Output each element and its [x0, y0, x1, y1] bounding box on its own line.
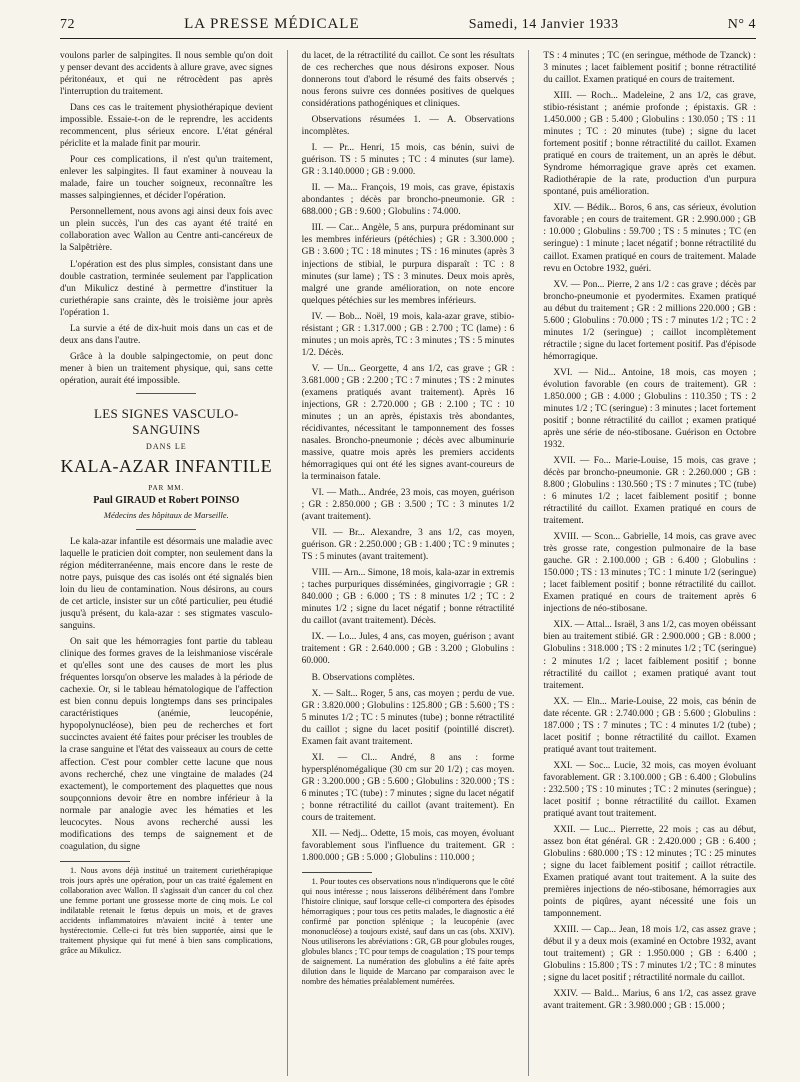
footnote-rule — [302, 872, 372, 873]
paragraph: Le kala-azar infantile est désormais une maladie avec laquelle le praticien doit compter, non seulement dans la région méditerranéenne, mais encore dans le reste de notre pays, puisque des cas isolés ont été signalés bien loin du lieu de contamination. Nous désirons, au cours de cet article, insister sur un côté particulier, peu étudié jusqu'à présent, du kala-azar : ses stigmates vasculo-sanguins. — [60, 536, 273, 632]
observations-subheading: B. Observations complètes. — [311, 672, 415, 683]
paragraph: La survie a été de dix-huit mois dans un cas et de deux ans dans l'autre. — [60, 323, 273, 346]
observation: XVIII. — Scon... Gabrielle, 14 mois, cas grave avec très grosse rate, congestion pulmonaire de la base gauche. GR : 2.100.000 ; GB : 6.400 ; Globulins : 150.000 ; TS : 13 minutes ; TC : 1 minute 1/2 (seringue) ; lacet faiblement positif ; bonne rétractilité du caillot. Examen pratiqué en cours de traitement après 6 injections de néo-stibosane. — [543, 532, 757, 615]
observation: XXIV. — Bald... Marius, 6 ans 1/2, cas assez grave avant traitement. GR : 3.980.000 ; GB : 15.000 ; — [543, 989, 757, 1012]
observation: XII. — Nedj... Odette, 15 mois, cas moyen, évoluant favorablement sous l'influence du traitement. GR : 1.800.000 ; GB : 5.000 ; Globulins : 110.000 ; — [301, 828, 515, 863]
observation: XV. — Pon... Pierre, 2 ans 1/2 : cas grave ; décès par broncho-pneumonie et pyodermites. Examen pratiqué au début du traitement ; GR : 2 millions 220.000 ; GB : 5.600 ; Globulins : 70.000 ; TS : 7 minutes 1/2 ; TC : 2 minutes 1/2 (seringue) ; caillot incomplètement rétractile ; signe du lacet fortement positif. Pas d'épisode hémorragique. — [543, 279, 757, 362]
issue-date: Samedi, 14 Janvier 1933 — [468, 17, 619, 32]
paragraph: Dans ces cas le traitement physiothérapique devient impossible. Essaie-t-on de le reprendre, les accidents recommencent, plus sérieux encore. L'état général périclite et la malade finit par mourir. — [60, 103, 273, 150]
observation: V. — Un... Georgette, 4 ans 1/2, cas grave ; GR : 3.681.000 ; GB : 2.200 ; TC : 7 minutes ; TS : 2 minutes (examens pratiqués avant traitement). Après 16 injections, GR : 2.720.000 ; GB : 2.100 ; TC : 10 minutes ; un an après, épistaxis très abondantes, récidivantes, nécessitant le tamponnement des fosses nasales. Broncho-pneumonie ; décès avec albuminurie massive, quatre mois après les premiers accidents hémorragiques qui ont été les signes avant-coureurs de la terminaison fatale. — [301, 363, 515, 483]
observation: IX. — Lo... Jules, 4 ans, cas moyen, guérison ; avant traitement : GR : 2.640.000 ; GB : 3.200 ; Globulins : 60.000. — [301, 632, 515, 667]
issue-number: N° 4 — [727, 17, 756, 32]
observation: IV. — Bob... Noël, 19 mois, kala-azar grave, stibio-résistant ; GR : 1.317.000 ; GB : 2.700 ; TC (lame) : 6 minutes ; un mois après, TC : 3 minutes ; TS : 5 minutes 1/2. Décès. — [301, 311, 515, 358]
section-divider — [136, 529, 196, 530]
article-authors: Paul GIRAUD et Robert POINSO — [93, 495, 240, 507]
observations-heading: Observations résumées 1. — A. Observations incomplètes. — [301, 115, 515, 138]
observation: I. — Pr... Henri, 15 mois, cas bénin, suivi de guérison. TS : 5 minutes ; TC : 4 minutes (sur lame). GR : 3.140.0000 ; GB : 9.000. — [301, 143, 515, 178]
observation: XVI. — Nid... Antoine, 18 mois, cas moyen ; évolution favorable (en cours de traitement). GR : 1.850.000 ; GB : 4.000 ; Globulins : 110.350 ; TS : 2 minutes 1/2 ; TC (seringue) : 3 minutes ; lacet fortement positif ; bonne rétractilité du caillot ; examen pratiqué après une série de néo-stibosane. Guérison en Octobre 1932. — [543, 367, 757, 450]
observation: XIV. — Bédik... Boros, 6 ans, cas sérieux, évolution favorable ; en cours de traitement. GR : 2.990.000 ; GB : 10.000 ; Globulins : 59.700 ; TS : 5 minutes ; TC (en seringue) : 1 minute ; lacet négatif ; bonne rétractilité du caillot. Examen pratiqué en cours de traitement. Malade revu en Octobre 1932, guéri. — [543, 203, 757, 274]
paragraph: Grâce à la double salpingectomie, on peut donc mener à bien un traitement physique, qui, sans cette opération, aurait été impossible. — [60, 351, 273, 386]
column-1 — [60, 50, 273, 1076]
observation: XIX. — Attal... Israël, 3 ans 1/2, cas moyen obéissant bien au traitement stibié. GR : 2.900.000 ; GB : 8.000 ; Globulins : 318.000 ; TS : 2 minutes 1/2 ; TC (seringue) : 2 minutes 1/2 ; lacet faiblement positif ; bonne rétractilité du caillot ; examen pratiqué avant tout traitement. — [543, 620, 757, 691]
article-title-line-3: KALA-AZAR INFANTILE — [60, 456, 273, 477]
footnote: 1. Nous avons déjà institué un traitement curiethérapique trois jours après une opération, pour un cas traité également en collaboration avec Wallon. Il s'agissait d'un cancer du col chez une femme portant une grossesse morte de cinq mois. Le col indilatable retenait le fœtus depuis un mois, et de graves accidents inflammatoires m'avaient incité à tenter une hystérectomie. Celle-ci fut très bien supportée, ainsi que le traitement physique qui fut mené à bien sans complications, grâce au Mikulicz. — [60, 865, 273, 955]
page-header — [60, 16, 756, 33]
observation: VIII. — Arn... Simone, 18 mois, kala-azar in extremis ; taches purpuriques disséminées, gingivorragie ; GR : 840.000 ; GB : 6.000 ; TS : 8 minutes 1/2 ; TC : 2 minutes 1/2 ; signe du lacet négatif ; bonne rétractilité du caillot (avant traitement). Décès. — [301, 568, 515, 627]
column-separator — [528, 50, 529, 1076]
page-number: 72 — [60, 17, 75, 32]
article-byline-prefix: PAR MM. — [148, 484, 185, 493]
paragraph: Personnellement, nous avons agi ainsi deux fois avec un plein succès, l'un des cas ayant été traité en collaboration avec Wallon au Centre anti-cancéreux de la Salpêtrière. — [60, 207, 273, 254]
observation: XXIII. — Cap... Jean, 18 mois 1/2, cas assez grave ; début il y a deux mois (examiné en Octobre 1932, avant tout traitement) ; GR : 1.950.000 ; GB : 6.400 ; Globulins : 15.800 ; TS : 7 minutes 1/2 ; TC : 8 minutes ; signe du lacet positif ; rétractilité normale du caillot. — [543, 925, 757, 984]
header-rule — [60, 38, 756, 39]
observation: VI. — Math... Andrée, 23 mois, cas moyen, guérison ; GR : 2.850.000 ; GB : 3.500 ; TC : 3 minutes 1/2 (avant traitement). — [301, 488, 515, 523]
observation: III. — Car... Angèle, 5 ans, purpura prédominant sur les membres inférieurs (pétéchies) ; GR : 3.300.000 ; GB : 3.600 ; TC : 18 minutes ; TS : 16 minutes (après 3 injections de stibial, le purpura disparaît : TC : 8 minutes (sur lame) ; TS : 3 minutes. Deux mois après, malgré une grande amélioration, on note encore quelques pétéchies sur les membres inférieurs. — [301, 223, 515, 306]
paragraph: voulons parler de salpingites. Il nous semble qu'on doit y penser devant des accidents à allure grave, avec signes péritonéaux, et qui ne rétrocèdent pas après l'interruption du traitement. — [60, 51, 273, 98]
column-separator — [287, 50, 288, 1076]
paragraph: L'opération est des plus simples, consistant dans une double castration, terminée seulement par l'application d'un Mikulicz destiné à permettre d'instituer la curiethérapie sans crainte, dès le troisième jour après l'opération 1. — [60, 259, 273, 318]
paragraph: TS : 4 minutes ; TC (en seringue, méthode de Tzanck) : 3 minutes ; lacet faiblement positif ; bonne rétractilité du caillot. Examen pratiqué en cours de traitement. — [543, 51, 757, 86]
observation: II. — Ma... François, 19 mois, cas grave, épistaxis abondantes ; décès par broncho-pneumonie. GR : 688.000 ; GB : 9.600 ; Globulins : 74.000. — [301, 183, 515, 218]
observation: X. — Salt... Roger, 5 ans, cas moyen ; perdu de vue. GR : 3.820.000 ; Globulins : 125.800 ; GB : 5.600 ; TS : 5 minutes 1/2 ; TC : 5 minutes (tube) ; bonne rétractilité du caillot ; signe du lacet positif (pointillé discret). Examen fait avant traitement. — [301, 688, 515, 747]
observation: XIII. — Roch... Madeleine, 2 ans 1/2, cas grave, stibio-résistant ; anémie profonde ; épistaxis. GR : 1.450.000 ; GB : 5.400 ; Globulins : 130.050 ; TS : 11 minutes ; TC : 20 minutes (tube) ; signe du lacet fortement positif ; bonne rétractilité du caillot. Examen pratiqué en cours de traitement, un an après le début. Syndrome hémorragique grave après cet examen. Radiothérapie de la rate, production d'un purpura spontané, puis amélioration. — [543, 91, 757, 198]
paragraph: Pour ces complications, il n'est qu'un traitement, enlever les salpingites. Il faut examiner à nouveau la malade, faire un toucher soigneux, reconnaître les masses salpingiennes, et décider l'opération. — [60, 155, 273, 202]
paragraph: On sait que les hémorragies font partie du tableau clinique des formes graves de la leishmaniose viscérale et qu'elles sont une des causes de mort les plus fréquentes lorsqu'on observe les malades à la période de cachexie. Or, si le tableau hématologique de l'affection est bien connu depuis longtemps dans ses principales caractéristiques (anémie, leucopénie, hypopolynucléose), bien peu de recherches et fort succinctes avaient été faites pour préciser les troubles de la crase sanguine et l'état des vaisseaux au cours de cette affection. C'est pour combler cette lacune que nous avons recherché, chez une vingtaine de malades (24 exactement), le comportement des plaquettes que nous soupçonnions devoir être en nombre inférieur à la normale par analogie avec les hématies et les leucocytes. Nous avons recherché aussi les modifications des temps de saignement et de coagulation, du signe — [60, 637, 273, 852]
footnote-rule — [60, 861, 130, 862]
article-heading — [60, 406, 273, 521]
column-2 — [302, 50, 515, 1076]
article-title-line-1: LES SIGNES VASCULO-SANGUINS — [94, 405, 239, 438]
observation: XXI. — Soc... Lucie, 32 mois, cas moyen évoluant favorablement. GR : 3.100.000 ; GB : 6.400 ; Globulins : 232.500 ; TS : 10 minutes ; TC : 2 minutes (seringue) ; lacet positif ; bonne rétractilité du caillot. Examen pratiqué avant tout traitement. — [543, 760, 757, 819]
observation: XX. — Eln... Marie-Louise, 22 mois, cas bénin de date récente. GR : 2.740.000 ; GB : 5.600 ; Globulins : 187.000 ; TS : 7 minutes ; TC : 4 minutes 1/2 (tube) ; lacet positif ; bonne rétractilité du caillot. Examen pratiqué avant tout traitement. — [543, 696, 757, 755]
journal-title: LA PRESSE MÉDICALE — [184, 16, 360, 32]
text-columns — [60, 50, 756, 1076]
column-3 — [543, 50, 756, 1076]
article-affiliation: Médecins des hôpitaux de Marseille. — [103, 510, 229, 521]
observation: XXII. — Luc... Pierrette, 22 mois ; cas au début, assez bon état général. GR : 2.420.000 ; GB : 6.400 ; Globulins : 680.000 ; TS : 12 minutes ; TC : 25 minutes ; signe du lacet faiblement positif ; caillot rétractile. Examen pratiqué avant tout traitement. A la suite des premières injections de néo-stibosane, hémorragies aux points de piqûres, ayant nécessité une fois un tamponnement. — [543, 824, 757, 920]
footnote: 1. Pour toutes ces observations nous n'indiquerons que le côté qui nous intéresse ; nous laisserons délibérément dans l'ombre l'histoire clinique, sauf lorsque celle-ci comportera des épisodes hémorragiques ; pour tous ces petits malades, le diagnostic a été confirmé par ponction splénique ; la leucopénie (avec mononucléose) a toujours existé, sauf dans un cas (obs. XXIV). Nous utiliserons les abréviations : GR, GB pour globules rouges, globules blancs ; TC pour temps de coagulation ; TS pour temps de saignement. La numération des globulins a été faite après dilution dans le liquide de Marcano par comparaison avec le nombre des hématies préalablement numérées. — [301, 876, 515, 986]
observation: VII. — Br... Alexandre, 3 ans 1/2, cas moyen, guérison. GR : 2.250.000 ; GB : 1.400 ; TC : 9 minutes ; TS : 5 minutes (avant traitement). — [301, 528, 515, 563]
observation: XI. — Cl... André, 8 ans : forme hypersplénomégalique (30 cm sur 20 1/2) ; cas moyen. GR : 3.200.000 ; GB : 5.600 ; Globulins : 320.000 ; TS : 6 minutes ; TC (tube) : 7 minutes ; signe du lacet négatif ; bonne rétractilité du caillot (avant traitement). En cours de traitement. — [301, 752, 515, 823]
article-title-line-2: DANS LE — [146, 442, 187, 452]
paragraph: du lacet, de la rétractilité du caillot. Ce sont les résultats de ces recherches que nous désirons exposer. Nous donnerons tout d'abord le résumé des faits observés ; nous ferons suivre ces données positives de quelques considérations pathogéniques et cliniques. — [301, 51, 515, 110]
section-divider — [136, 393, 196, 394]
observation: XVII. — Fo... Marie-Louise, 15 mois, cas grave ; décès par broncho-pneumonie. GR : 2.260.000 ; GB : 8.800 ; Globulins : 130.560 ; TS : 7 minutes ; TC (tube) : 6 minutes 1/2 ; lacet faiblement positif ; bonne rétractilité du caillot. Examen pratiqué en cours de traitement. — [543, 456, 757, 527]
